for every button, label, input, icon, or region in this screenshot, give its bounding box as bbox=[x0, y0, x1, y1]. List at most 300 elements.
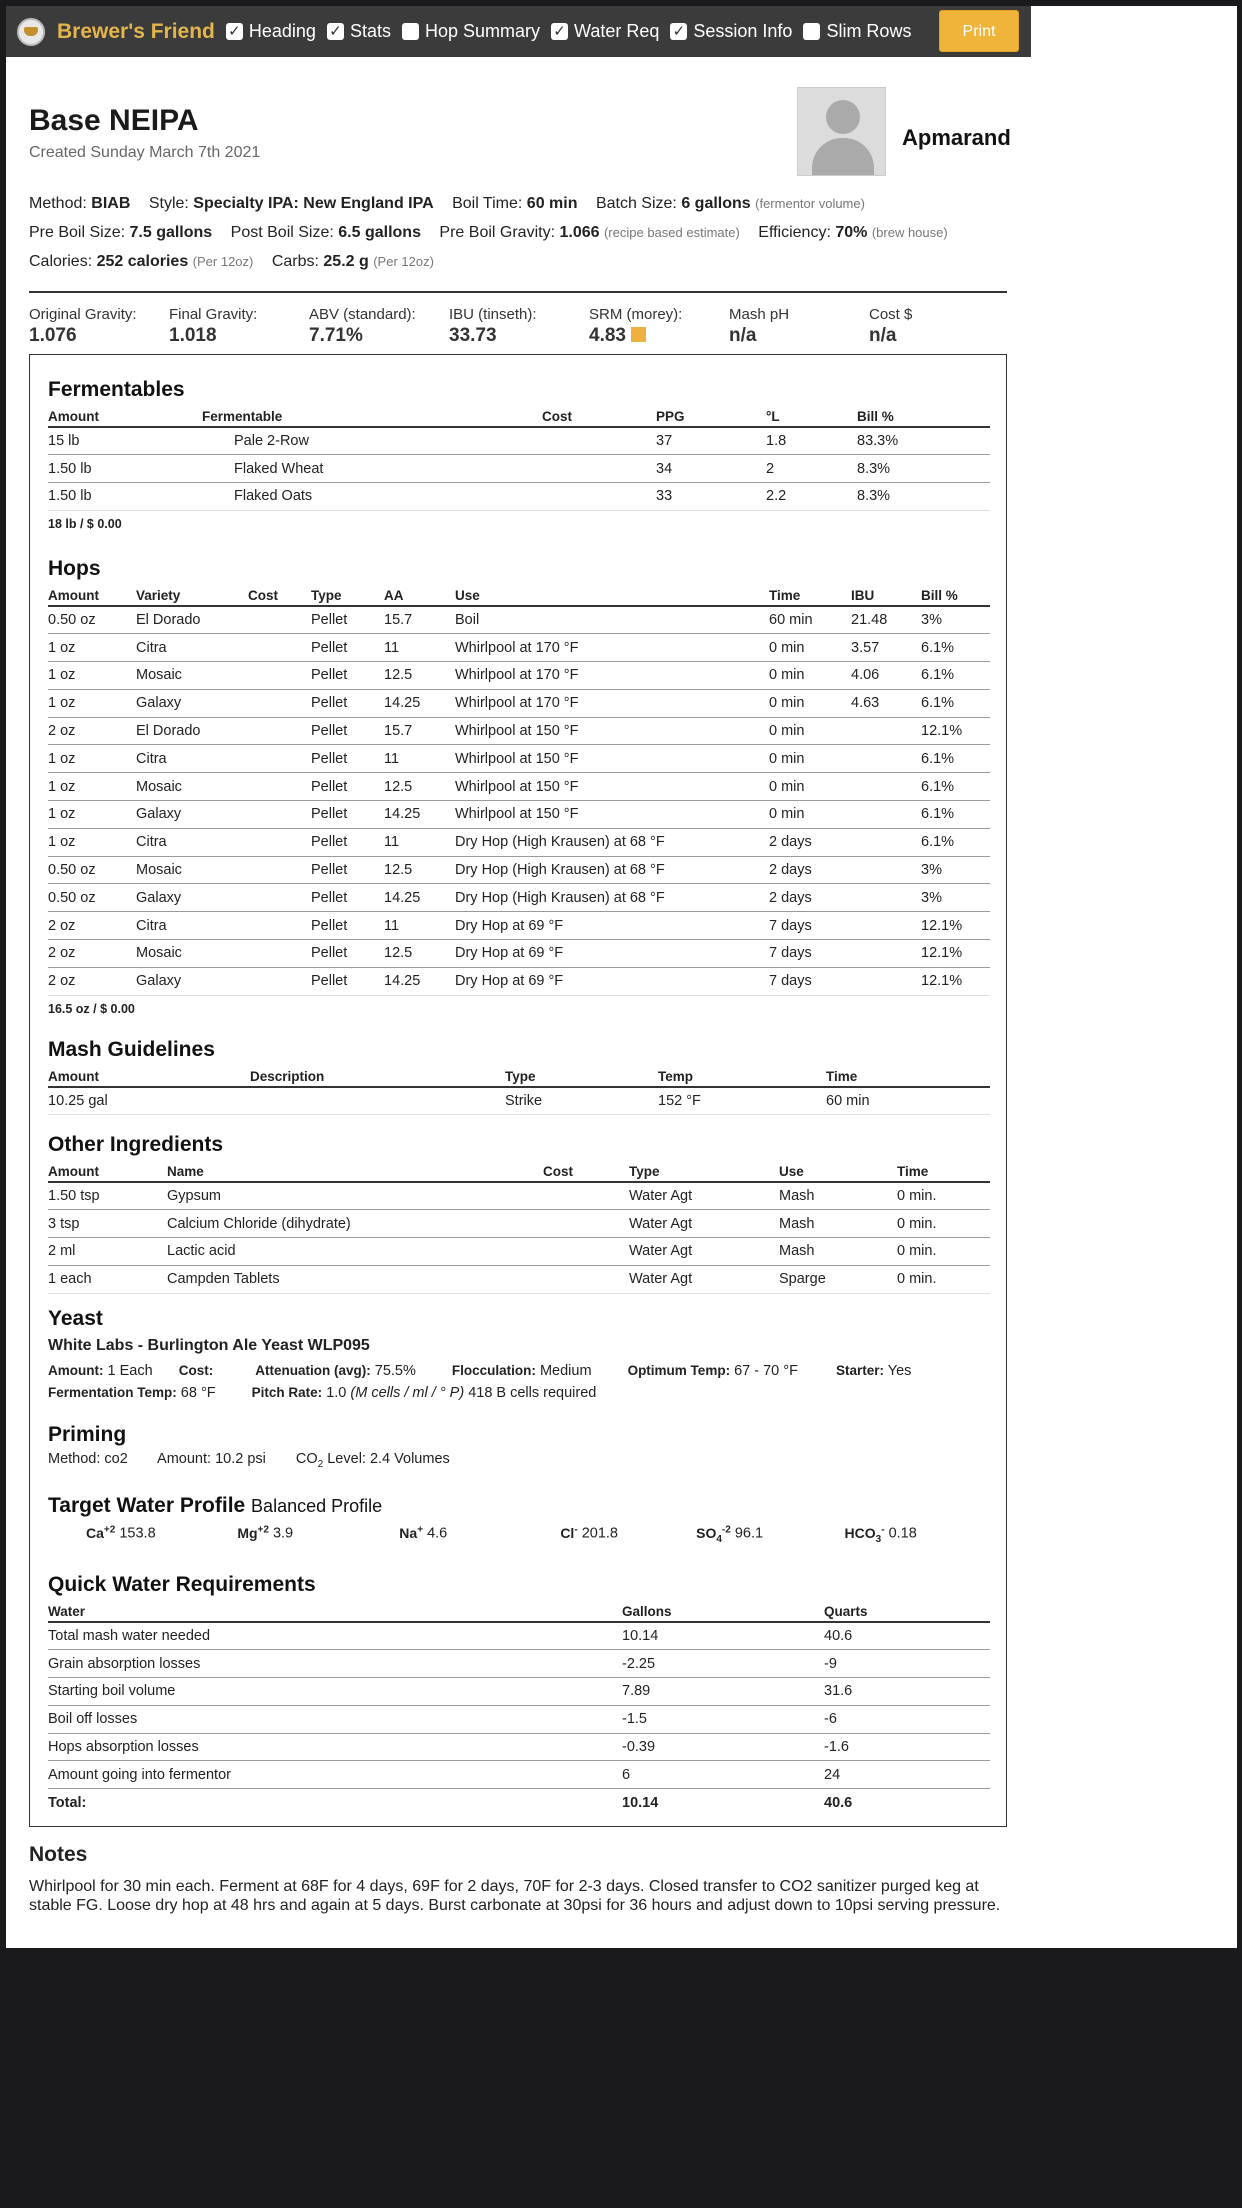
table-cell: 1.50 tsp bbox=[48, 1182, 167, 1210]
stat-label: Original Gravity: bbox=[29, 306, 137, 323]
table-cell: 60 min bbox=[826, 1087, 990, 1115]
table-cell: Pellet bbox=[311, 634, 384, 662]
starter-value: Yes bbox=[887, 1363, 912, 1379]
table-cell: 12.5 bbox=[384, 662, 455, 690]
batch-size-label: Batch Size: bbox=[595, 195, 677, 212]
table-cell: 2 days bbox=[769, 884, 851, 912]
ion-value: 0.18 bbox=[888, 1525, 917, 1542]
table-cell: Pellet bbox=[311, 884, 384, 912]
table-cell: 24 bbox=[824, 1761, 990, 1789]
table-row bbox=[48, 1182, 990, 1210]
table-cell: Pellet bbox=[311, 828, 384, 856]
toggle-label: Water Req bbox=[574, 21, 660, 41]
stat-label: Final Gravity: bbox=[169, 306, 258, 323]
table-row bbox=[48, 662, 990, 690]
table-cell: Campden Tablets bbox=[167, 1265, 543, 1293]
table-cell bbox=[248, 662, 311, 690]
yeast-heading: Yeast bbox=[48, 1307, 103, 1330]
ion-value: 4.6 bbox=[427, 1525, 448, 1542]
table-cell: Dry Hop (High Krausen) at 68 °F bbox=[455, 884, 769, 912]
table-cell: Dry Hop at 69 °F bbox=[455, 967, 769, 995]
table-cell bbox=[851, 745, 921, 773]
water-profile-section bbox=[48, 1494, 990, 1544]
table-cell: Calcium Chloride (dihydrate) bbox=[167, 1210, 543, 1238]
author-name[interactable]: Apmarand bbox=[902, 125, 1011, 150]
toggle-slim-rows[interactable] bbox=[803, 21, 911, 42]
srm-color-swatch bbox=[631, 327, 646, 342]
table-cell: Pellet bbox=[311, 662, 384, 690]
table-cell: 15 lb bbox=[48, 427, 202, 455]
table-row bbox=[48, 773, 990, 801]
mash-table bbox=[48, 1066, 990, 1115]
brewers-friend-logo-icon[interactable] bbox=[17, 18, 45, 46]
table-cell: 6.1% bbox=[921, 745, 990, 773]
table-cell: Dry Hop (High Krausen) at 68 °F bbox=[455, 856, 769, 884]
co2-level: $CO_2$ Level: 2.4 Volumes bbox=[295, 1451, 450, 1470]
table-cell bbox=[851, 884, 921, 912]
stat-6 bbox=[869, 306, 912, 347]
table-cell: Pellet bbox=[311, 745, 384, 773]
checkbox-checked-icon[interactable]: ✓ bbox=[226, 23, 243, 40]
boil-time-value: 60 min bbox=[526, 195, 578, 212]
priming-heading: Priming bbox=[48, 1423, 127, 1446]
table-cell: 0.50 oz bbox=[48, 856, 136, 884]
table-cell: 21.48 bbox=[851, 606, 921, 634]
table-cell: 3% bbox=[921, 884, 990, 912]
toggle-label: Hop Summary bbox=[424, 21, 541, 41]
table-cell: 0 min bbox=[769, 717, 851, 745]
table-cell: Water Agt bbox=[629, 1210, 779, 1238]
table-header-row bbox=[48, 406, 990, 427]
table-cell: 2 oz bbox=[48, 940, 136, 968]
fermentables-table bbox=[48, 406, 990, 511]
checkbox-checked-icon[interactable]: ✓ bbox=[670, 23, 687, 40]
table-cell: Whirlpool at 150 °F bbox=[455, 773, 769, 801]
yeast-line-2 bbox=[48, 1385, 990, 1401]
starter-label: Starter: bbox=[835, 1363, 884, 1378]
table-cell: -6 bbox=[824, 1705, 990, 1733]
table-cell: Total mash water needed bbox=[48, 1622, 622, 1650]
table-cell: 8.3% bbox=[857, 455, 990, 483]
hops-table bbox=[48, 585, 990, 996]
table-cell: 1 oz bbox=[48, 773, 136, 801]
column-header: Water bbox=[48, 1601, 622, 1622]
boil-time-label: Boil Time: bbox=[452, 195, 523, 212]
column-header: Gallons bbox=[622, 1601, 824, 1622]
table-cell: 3 tsp bbox=[48, 1210, 167, 1238]
stat-value-text: 1.018 bbox=[169, 325, 217, 346]
table-cell: 152 °F bbox=[658, 1087, 826, 1115]
table-cell: Strike bbox=[505, 1087, 658, 1115]
table-cell: Galaxy bbox=[136, 967, 248, 995]
efficiency-note: (brew house) bbox=[871, 225, 948, 240]
carbs-label: Carbs: bbox=[271, 253, 319, 270]
table-cell: 83.3% bbox=[857, 427, 990, 455]
column-header: AA bbox=[384, 585, 455, 606]
stat-value-text: 33.73 bbox=[449, 325, 497, 346]
stat-value-text: 4.83 bbox=[589, 325, 626, 346]
column-header: Amount bbox=[48, 585, 136, 606]
stat-value bbox=[449, 325, 537, 347]
table-cell: 0 min bbox=[769, 689, 851, 717]
table-header-row bbox=[48, 1601, 990, 1622]
table-cell bbox=[543, 1182, 629, 1210]
table-cell: Mash bbox=[779, 1210, 897, 1238]
table-row bbox=[48, 689, 990, 717]
table-cell bbox=[248, 884, 311, 912]
table-row bbox=[48, 1733, 990, 1761]
notes-section bbox=[29, 1843, 1007, 1915]
table-row bbox=[48, 606, 990, 634]
table-cell: 60 min bbox=[769, 606, 851, 634]
column-header: Variety bbox=[136, 585, 248, 606]
table-cell: 1 each bbox=[48, 1265, 167, 1293]
yeast-amount: 1 Each bbox=[107, 1363, 153, 1379]
water-requirements-heading: Quick Water Requirements bbox=[48, 1573, 316, 1596]
table-cell: Dry Hop at 69 °F bbox=[455, 940, 769, 968]
table-cell bbox=[250, 1087, 505, 1115]
ion-value: 96.1 bbox=[734, 1525, 764, 1542]
table-cell: 6.1% bbox=[921, 828, 990, 856]
table-cell: Pellet bbox=[311, 912, 384, 940]
column-header: Amount bbox=[48, 406, 202, 427]
toggle-water-req[interactable] bbox=[551, 21, 659, 42]
optimum-temp-label: Optimum Temp: bbox=[627, 1363, 731, 1378]
table-cell: 0.50 oz bbox=[48, 606, 136, 634]
table-cell: Pellet bbox=[311, 773, 384, 801]
stat-value bbox=[589, 325, 682, 347]
table-cell: Pellet bbox=[311, 717, 384, 745]
mash-section bbox=[48, 1038, 990, 1115]
optimum-temp-value: 67 - 70 °F bbox=[734, 1363, 798, 1379]
table-cell: Water Agt bbox=[629, 1238, 779, 1266]
table-cell: Galaxy bbox=[136, 689, 248, 717]
table-row bbox=[48, 717, 990, 745]
batch-note: (fermentor volume) bbox=[755, 196, 865, 211]
toggle-heading[interactable] bbox=[226, 21, 316, 42]
table-cell: 0 min bbox=[769, 773, 851, 801]
stats-bar bbox=[29, 291, 1007, 351]
table-cell bbox=[248, 967, 311, 995]
table-cell: Whirlpool at 170 °F bbox=[455, 634, 769, 662]
water-profile-subtitle: Balanced Profile bbox=[251, 1496, 383, 1516]
pitch-rate-value: 1.0 bbox=[326, 1385, 347, 1401]
yeast-line-1 bbox=[48, 1363, 990, 1379]
table-row bbox=[48, 856, 990, 884]
table-cell: 11 bbox=[384, 912, 455, 940]
table-cell: 12.5 bbox=[384, 856, 455, 884]
table-cell: 1 oz bbox=[48, 689, 136, 717]
table-cell: 6.1% bbox=[921, 662, 990, 690]
table-cell: Pellet bbox=[311, 856, 384, 884]
toggle-hop-summary[interactable] bbox=[402, 21, 540, 42]
table-cell: 10.14 bbox=[622, 1622, 824, 1650]
stat-value bbox=[309, 325, 416, 347]
table-cell: 6.1% bbox=[921, 634, 990, 662]
table-row bbox=[48, 455, 990, 483]
checkbox-checked-icon[interactable]: ✓ bbox=[327, 23, 344, 40]
table-cell: Hops absorption losses bbox=[48, 1733, 622, 1761]
table-cell: 0 min bbox=[769, 745, 851, 773]
table-cell: 12.1% bbox=[921, 912, 990, 940]
post-boil-size-label: Post Boil Size: bbox=[230, 224, 334, 241]
column-header: Amount bbox=[48, 1066, 250, 1087]
table-cell: 12.1% bbox=[921, 717, 990, 745]
table-cell: 2 oz bbox=[48, 912, 136, 940]
table-cell: 7 days bbox=[769, 967, 851, 995]
table-cell: 1.8 bbox=[766, 427, 857, 455]
table-cell: Whirlpool at 150 °F bbox=[455, 745, 769, 773]
table-cell: 1 oz bbox=[48, 662, 136, 690]
table-cell bbox=[543, 1238, 629, 1266]
fermentation-temp-label: Fermentation Temp: bbox=[48, 1385, 177, 1400]
checkbox-empty-icon[interactable] bbox=[803, 23, 820, 40]
column-header: °L bbox=[766, 406, 857, 427]
meta-line-1 bbox=[29, 195, 865, 213]
table-cell: Boil bbox=[455, 606, 769, 634]
table-cell bbox=[248, 773, 311, 801]
table-cell: Pale 2-Row bbox=[202, 427, 542, 455]
checkbox-empty-icon[interactable] bbox=[402, 23, 419, 40]
table-cell: 4.63 bbox=[851, 689, 921, 717]
ion-symbol: $HCO_3^-$ bbox=[844, 1524, 885, 1545]
table-cell: 3% bbox=[921, 856, 990, 884]
table-cell: Mosaic bbox=[136, 662, 248, 690]
table-cell: 12.1% bbox=[921, 967, 990, 995]
table-row bbox=[48, 828, 990, 856]
table-cell: Galaxy bbox=[136, 884, 248, 912]
pre-boil-gravity-value: 1.066 bbox=[559, 224, 600, 241]
table-cell: 40.6 bbox=[824, 1622, 990, 1650]
toggle-label: Session Info bbox=[693, 21, 793, 41]
table-row bbox=[48, 483, 990, 511]
table-cell: Mash bbox=[779, 1238, 897, 1266]
table-cell: 34 bbox=[656, 455, 766, 483]
table-cell: 2 ml bbox=[48, 1238, 167, 1266]
flocculation-label: Flocculation: bbox=[451, 1363, 536, 1378]
yeast-name: White Labs - Burlington Ale Yeast WLP095 bbox=[48, 1337, 370, 1354]
meta-line-3 bbox=[29, 253, 434, 271]
table-cell bbox=[248, 689, 311, 717]
attenuation-value: 75.5% bbox=[374, 1363, 416, 1379]
priming-section bbox=[48, 1423, 990, 1476]
table-cell: 6.1% bbox=[921, 689, 990, 717]
table-cell: 0 min. bbox=[897, 1265, 990, 1293]
table-row bbox=[48, 1650, 990, 1678]
table-row bbox=[48, 1761, 990, 1789]
table-cell: 11 bbox=[384, 745, 455, 773]
efficiency-label: Efficiency: bbox=[758, 224, 831, 241]
table-cell bbox=[248, 856, 311, 884]
yeast-section bbox=[48, 1307, 990, 1407]
table-cell: Dry Hop (High Krausen) at 68 °F bbox=[455, 828, 769, 856]
table-cell bbox=[248, 606, 311, 634]
table-cell: Pellet bbox=[311, 801, 384, 829]
toggle-session-info[interactable] bbox=[670, 21, 792, 42]
ion-so bbox=[696, 1524, 844, 1544]
print-button[interactable]: Print bbox=[939, 10, 1019, 52]
table-cell: Citra bbox=[136, 828, 248, 856]
pre-boil-gravity-label: Pre Boil Gravity: bbox=[439, 224, 556, 241]
stat-label: Cost $ bbox=[869, 306, 913, 323]
table-cell: 15.7 bbox=[384, 606, 455, 634]
table-cell: 1 oz bbox=[48, 745, 136, 773]
section-toggles bbox=[215, 21, 912, 42]
table-row bbox=[48, 1238, 990, 1266]
stat-value bbox=[869, 325, 912, 347]
carbs-value: 25.2 g bbox=[323, 253, 369, 270]
attenuation-label: Attenuation (avg): bbox=[255, 1363, 371, 1378]
other-ingredients-heading: Other Ingredients bbox=[48, 1133, 224, 1156]
table-cell: Citra bbox=[136, 745, 248, 773]
stat-value bbox=[169, 325, 257, 347]
column-header: PPG bbox=[656, 406, 766, 427]
table-cell bbox=[851, 967, 921, 995]
table-header-row bbox=[48, 585, 990, 606]
table-cell: 3.57 bbox=[851, 634, 921, 662]
priming-amount: Amount: 10.2 psi bbox=[157, 1451, 266, 1467]
table-cell bbox=[543, 1265, 629, 1293]
table-cell: 11 bbox=[384, 634, 455, 662]
stat-value bbox=[29, 325, 137, 347]
table-cell: Grain absorption losses bbox=[48, 1650, 622, 1678]
column-header: Use bbox=[779, 1161, 897, 1182]
table-cell: 0.50 oz bbox=[48, 884, 136, 912]
total-cell: Total: bbox=[48, 1794, 87, 1811]
yeast-amount-label: Amount: bbox=[48, 1363, 104, 1378]
table-cell: Pellet bbox=[311, 940, 384, 968]
table-cell bbox=[851, 828, 921, 856]
table-cell bbox=[851, 717, 921, 745]
hops-summary: 16.5 oz / $ 0.00 bbox=[48, 1001, 135, 1016]
table-cell: 33 bbox=[656, 483, 766, 511]
table-cell: El Dorado bbox=[136, 606, 248, 634]
table-row bbox=[48, 1087, 990, 1115]
recipe-page bbox=[6, 6, 1237, 1948]
calories-label: Calories: bbox=[29, 253, 93, 270]
table-cell bbox=[542, 427, 656, 455]
table-cell bbox=[248, 912, 311, 940]
table-cell: Mash bbox=[779, 1182, 897, 1210]
checkbox-checked-icon[interactable]: ✓ bbox=[551, 23, 568, 40]
toggle-label: Slim Rows bbox=[826, 21, 912, 41]
column-header: Time bbox=[826, 1066, 990, 1087]
column-header: Amount bbox=[48, 1161, 167, 1182]
stat-0 bbox=[29, 306, 137, 347]
table-cell: 4.06 bbox=[851, 662, 921, 690]
recipe-title: Base NEIPA bbox=[29, 104, 199, 137]
ion-value: 3.9 bbox=[272, 1525, 294, 1542]
method-label: Method: bbox=[29, 195, 87, 212]
avatar-body-icon bbox=[812, 138, 874, 176]
table-cell: 14.25 bbox=[384, 884, 455, 912]
table-cell: 6.1% bbox=[921, 801, 990, 829]
stat-3 bbox=[449, 306, 537, 347]
table-cell bbox=[542, 455, 656, 483]
style-label: Style: bbox=[148, 195, 189, 212]
table-cell bbox=[851, 773, 921, 801]
table-cell: 1 oz bbox=[48, 801, 136, 829]
total-cell: 40.6 bbox=[824, 1794, 853, 1811]
stat-5 bbox=[729, 306, 789, 347]
toolbar bbox=[6, 6, 1031, 57]
table-cell: Sparge bbox=[779, 1265, 897, 1293]
table-row bbox=[48, 634, 990, 662]
toggle-stats[interactable] bbox=[327, 21, 391, 42]
ion-mg bbox=[237, 1524, 399, 1544]
table-cell: 12.1% bbox=[921, 940, 990, 968]
column-header: Bill % bbox=[857, 406, 990, 427]
water-ions bbox=[48, 1524, 990, 1544]
table-cell: 0 min. bbox=[897, 1210, 990, 1238]
table-cell: Mosaic bbox=[136, 940, 248, 968]
table-cell: -1.5 bbox=[622, 1705, 824, 1733]
column-header: Type bbox=[505, 1066, 658, 1087]
avatar-head-icon bbox=[826, 100, 860, 134]
batch-size-value: 6 gallons bbox=[681, 195, 751, 212]
column-header: Description bbox=[250, 1066, 505, 1087]
table-cell: Pellet bbox=[311, 689, 384, 717]
priming-method: Method: co2 bbox=[48, 1451, 128, 1467]
stat-value-text: n/a bbox=[869, 325, 897, 346]
table-cell bbox=[543, 1210, 629, 1238]
ion-symbol: Cl- bbox=[560, 1524, 578, 1541]
column-header: Use bbox=[455, 585, 769, 606]
table-cell: Whirlpool at 150 °F bbox=[455, 717, 769, 745]
table-cell: 7 days bbox=[769, 940, 851, 968]
table-cell: 2 days bbox=[769, 828, 851, 856]
ion-cl bbox=[560, 1524, 696, 1544]
gravity-note: (recipe based estimate) bbox=[603, 225, 740, 240]
stat-value-text: 7.71% bbox=[309, 325, 363, 346]
table-cell: 2 days bbox=[769, 856, 851, 884]
table-cell: 14.25 bbox=[384, 801, 455, 829]
table-total-row bbox=[48, 1789, 990, 1817]
ion-na bbox=[399, 1524, 560, 1544]
fermentables-summary: 18 lb / $ 0.00 bbox=[48, 516, 122, 531]
table-cell: 1 oz bbox=[48, 828, 136, 856]
table-cell: 0 min. bbox=[897, 1182, 990, 1210]
stat-label: SRM (morey): bbox=[589, 306, 683, 323]
pitch-rate-label: Pitch Rate: bbox=[251, 1385, 323, 1400]
table-cell: 31.6 bbox=[824, 1678, 990, 1706]
brand-name[interactable]: Brewer's Friend bbox=[57, 19, 215, 43]
table-cell: Water Agt bbox=[629, 1182, 779, 1210]
table-cell bbox=[851, 801, 921, 829]
stat-label: IBU (tinseth): bbox=[449, 306, 537, 323]
table-cell: -1.6 bbox=[824, 1733, 990, 1761]
table-cell: Amount going into fermentor bbox=[48, 1761, 622, 1789]
stat-label: Mash pH bbox=[729, 306, 790, 323]
table-header-row bbox=[48, 1161, 990, 1182]
table-cell: 15.7 bbox=[384, 717, 455, 745]
priming-line bbox=[48, 1451, 990, 1470]
column-header: Cost bbox=[248, 585, 311, 606]
ion-symbol: Na+ bbox=[399, 1524, 424, 1541]
toggle-label: Heading bbox=[248, 21, 316, 41]
column-header: Type bbox=[311, 585, 384, 606]
fermentables-heading: Fermentables bbox=[48, 378, 185, 401]
table-cell: 0 min bbox=[769, 801, 851, 829]
water-requirements-section bbox=[48, 1573, 990, 1817]
table-cell: 3% bbox=[921, 606, 990, 634]
column-header: Name bbox=[167, 1161, 543, 1182]
table-cell: 2 oz bbox=[48, 717, 136, 745]
table-row bbox=[48, 940, 990, 968]
style-value: Specialty IPA: New England IPA bbox=[193, 195, 434, 212]
table-cell bbox=[248, 940, 311, 968]
table-cell: Lactic acid bbox=[167, 1238, 543, 1266]
